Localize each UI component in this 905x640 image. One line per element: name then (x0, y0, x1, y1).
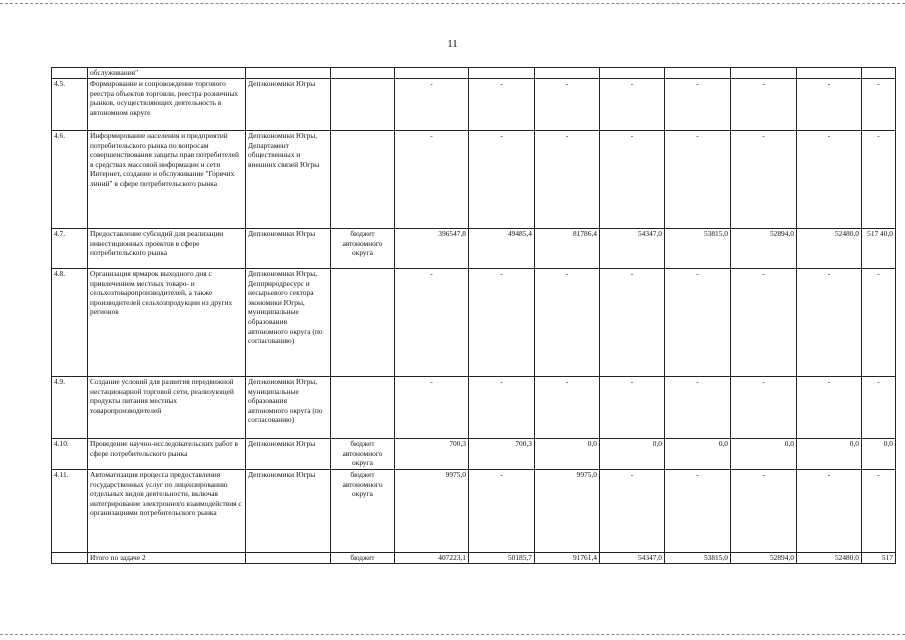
amount-cell: 0,0 (862, 439, 896, 470)
amount-cell: 396547,8 (395, 229, 469, 269)
executor: Депэкономики Югры, Департамент общественных и внешних связей Югры (246, 131, 331, 229)
amount-cell: - (535, 79, 600, 131)
amount-cell: - (469, 269, 535, 377)
amount-cell: - (600, 470, 665, 553)
amount-cell: - (862, 269, 896, 377)
funding-source (331, 131, 395, 229)
total-amount: 50185,7 (469, 553, 535, 564)
total-amount: 91761,4 (535, 553, 600, 564)
amount-cell: - (535, 131, 600, 229)
row-number: 4.9. (52, 377, 88, 439)
funding-source: бюджет автономного округа (331, 229, 395, 269)
amount-cell: - (395, 79, 469, 131)
amount-cell: 81786,4 (535, 229, 600, 269)
row-number: 4.10. (52, 439, 88, 470)
amount-cell: 9975,0 (535, 470, 600, 553)
amount-cell: - (469, 377, 535, 439)
amount-cell: - (535, 269, 600, 377)
total-label: Итого по задаче 2 (88, 553, 246, 564)
amount-cell: - (665, 470, 731, 553)
table-row (52, 470, 896, 553)
amount-cell: - (600, 377, 665, 439)
row-number: 4.11. (52, 470, 88, 553)
amount-cell: - (797, 79, 862, 131)
amount-cell: - (797, 131, 862, 229)
row-number: 4.8. (52, 269, 88, 377)
activity-name: Предоставление субсидий для реализации инвестиционных проектов в сфере потребительского рынка (88, 229, 246, 269)
amount-cell: - (797, 269, 862, 377)
amount-cell: - (395, 269, 469, 377)
amount-cell: 0,0 (797, 439, 862, 470)
activity-name: Формирование и сопровождение торгового реестра объектов торговли, реестра розничных рынков, осуществляющих деятельность в автономном округе (88, 79, 246, 131)
amount-cell: - (797, 377, 862, 439)
scan-edge-bottom (0, 634, 905, 635)
funding-source (331, 79, 395, 131)
amount-cell: 0,0 (535, 439, 600, 470)
amount-cell: 0,0 (731, 439, 797, 470)
activity-name: Проведение научно-исследовательских работ в сфере потребительского рынка (88, 439, 246, 470)
page-number: 11 (447, 38, 458, 50)
amount-cell: 52894,0 (731, 229, 797, 269)
amount-cell: - (797, 470, 862, 553)
amount-cell: - (731, 79, 797, 131)
amount-cell: - (731, 377, 797, 439)
scan-edge-top (0, 3, 905, 4)
continuation-text: обслуживания" (88, 68, 246, 79)
amount-cell: - (600, 79, 665, 131)
amount-cell: 700,3 (469, 439, 535, 470)
activity-name: Автоматизация процесса предоставления государственных услуг по лицензированию отдельных видов деятельности, включая интегрирование электронного взаимодействия с организациями потребительского рынка (88, 470, 246, 553)
total-amount: 54347,0 (600, 553, 665, 564)
amount-cell: - (862, 79, 896, 131)
amount-cell: 517 40,0 (862, 229, 896, 269)
table-row (52, 269, 896, 377)
amount-cell: 49485,4 (469, 229, 535, 269)
amount-cell: - (665, 79, 731, 131)
funding-source (331, 269, 395, 377)
amount-cell: - (862, 377, 896, 439)
executor: Депэкономики Югры, Депприродресурс и несырьевого сектора экономики Югры, муниципальные образования автономного округа (по согласованию) (246, 269, 331, 377)
row-number: 4.5. (52, 79, 88, 131)
table-row (52, 229, 896, 269)
amount-cell: - (469, 79, 535, 131)
amount-cell: 0,0 (600, 439, 665, 470)
row-number: 4.7. (52, 229, 88, 269)
amount-cell: - (731, 131, 797, 229)
activity-name: Организация ярмарок выходного дня с привлечением местных товаро- и сельхозтоваропроизводителей, а также производителей сельхозпродукции из других регионов (88, 269, 246, 377)
amount-cell: - (469, 470, 535, 553)
amount-cell: - (665, 269, 731, 377)
total-amount: 52894,0 (731, 553, 797, 564)
funding-source (331, 377, 395, 439)
total-amount: 517 (862, 553, 896, 564)
total-empty (52, 553, 88, 564)
total-amount: 52480,0 (797, 553, 862, 564)
total-amount: 53815,0 (665, 553, 731, 564)
table-row (52, 131, 896, 229)
amount-cell: - (600, 269, 665, 377)
executor: Депэкономики Югры (246, 439, 331, 470)
amount-cell: - (862, 470, 896, 553)
table-row (52, 79, 896, 131)
amount-cell: - (535, 377, 600, 439)
total-source: бюджет (331, 553, 395, 564)
executor: Депэкономики Югры (246, 229, 331, 269)
amount-cell: 54347,0 (600, 229, 665, 269)
amount-cell: 9975,0 (395, 470, 469, 553)
funding-source: бюджет автономного округа (331, 470, 395, 553)
executor: Депэкономики Югры (246, 470, 331, 553)
amount-cell: 53815,0 (665, 229, 731, 269)
amount-cell: - (665, 377, 731, 439)
amount-cell: - (395, 377, 469, 439)
table-row (52, 377, 896, 439)
total-executor (246, 553, 331, 564)
table-row (52, 439, 896, 470)
program-activities-table (51, 67, 896, 564)
amount-cell: - (600, 131, 665, 229)
amount-cell: 0,0 (665, 439, 731, 470)
row-number: 4.6. (52, 131, 88, 229)
amount-cell: 52480,0 (797, 229, 862, 269)
executor: Депэкономики Югры (246, 79, 331, 131)
amount-cell: 700,3 (395, 439, 469, 470)
total-amount: 407223,1 (395, 553, 469, 564)
activity-name: Информирование населения и предприятий потребительского рынка по вопросам совершенствования защиты прав потребителей в средствах массовой информации и сети Интернет, создание и обслуживание "Горячих линий" в сфере потребительского рынка (88, 131, 246, 229)
amount-cell: - (731, 470, 797, 553)
total-row (52, 553, 896, 564)
activity-name: Создание условий для развития передвижной нестационарной торговой сети, реализующей продукты питания местных товаропроизводителей (88, 377, 246, 439)
continuation-row (52, 68, 896, 79)
amount-cell: - (665, 131, 731, 229)
amount-cell: - (395, 131, 469, 229)
amount-cell: - (862, 131, 896, 229)
executor: Депэкономики Югры, муниципальные образования автономного округа (по согласованию) (246, 377, 331, 439)
amount-cell: - (469, 131, 535, 229)
funding-source: бюджет автономного округа (331, 439, 395, 470)
amount-cell: - (731, 269, 797, 377)
